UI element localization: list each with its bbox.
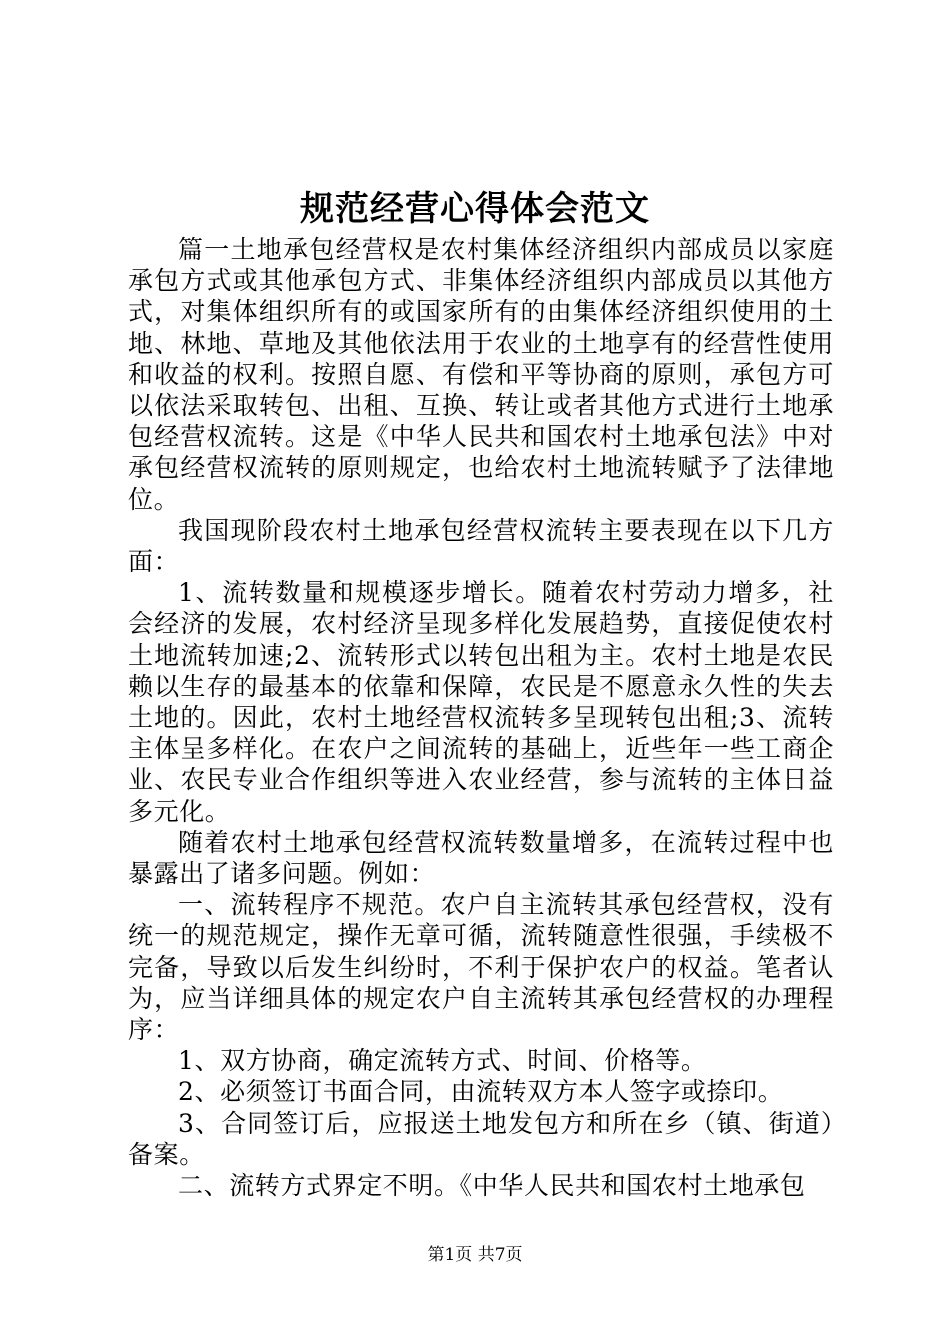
paragraph-9: 二、流转方式界定不明。《中华人民共和国农村土地承包 — [178, 1171, 806, 1201]
paragraph-4: 随着农村土地承包经营权流转数量增多，在流转过程中也暴露出了诸多问题。例如： — [128, 827, 834, 889]
paragraph-6: 1、双方协商，确定流转方式、时间、价格等。 — [178, 1046, 707, 1076]
paragraph-3: 1、流转数量和规模逐步增长。随着农村劳动力增多，社会经济的发展，农村经济呈现多样化发展趋势，直接促使农村土地流转加速;2、流转形式以转包出租为主。农村土地是农民赖以生存的最基本的依靠和保障，农民是不愿意永久性的失去土地的。因此，农村土地经营权流转多呈现转包出租;3、流转主体呈多样化。在农户之间流转的基础上，近些年一些工商企业、农民专业合作组织等进入农业经营，参与流转的主体日益多元化。 — [128, 578, 834, 826]
page-footer: 第1页 共7页 — [427, 1245, 523, 1265]
paragraph-5: 一、流转程序不规范。农户自主流转其承包经营权，没有统一的规范规定，操作无章可循，流转随意性很强，手续极不完备，导致以后发生纠纷时，不利于保护农户的权益。笔者认为，应当详细具体的规定农户自主流转其承包经营权的办理程序： — [128, 890, 834, 1045]
paragraph-8: 3、合同签订后，应报送土地发包方和所在乡（镇、街道）备案。 — [128, 1108, 834, 1169]
paragraph-2: 我国现阶段农村土地承包经营权流转主要表现在以下几方面： — [128, 515, 834, 577]
paragraph-1: 篇一土地承包经营权是农村集体经济组织内部成员以家庭承包方式或其他承包方式、非集体经济组织内部成员以其他方式，对集体组织所有的或国家所有的由集体经济组织使用的土地、林地、草地及其他依法用于农业的土地享有的经营性使用和收益的权利。按照自愿、有偿和平等协商的原则，承包方可以依法采取转包、出租、互换、转让或者其他方式进行土地承包经营权流转。这是《中华人民共和国农村土地承包法》中对承包经营权流转的原则规定，也给农村土地流转赋予了法律地位。 — [128, 235, 834, 514]
document-title: 规范经营心得体会范文 — [300, 189, 650, 229]
document-body — [128, 234, 834, 1201]
paragraph-7: 2、必须签订书面合同，由流转双方本人签字或捺印。 — [178, 1077, 784, 1107]
